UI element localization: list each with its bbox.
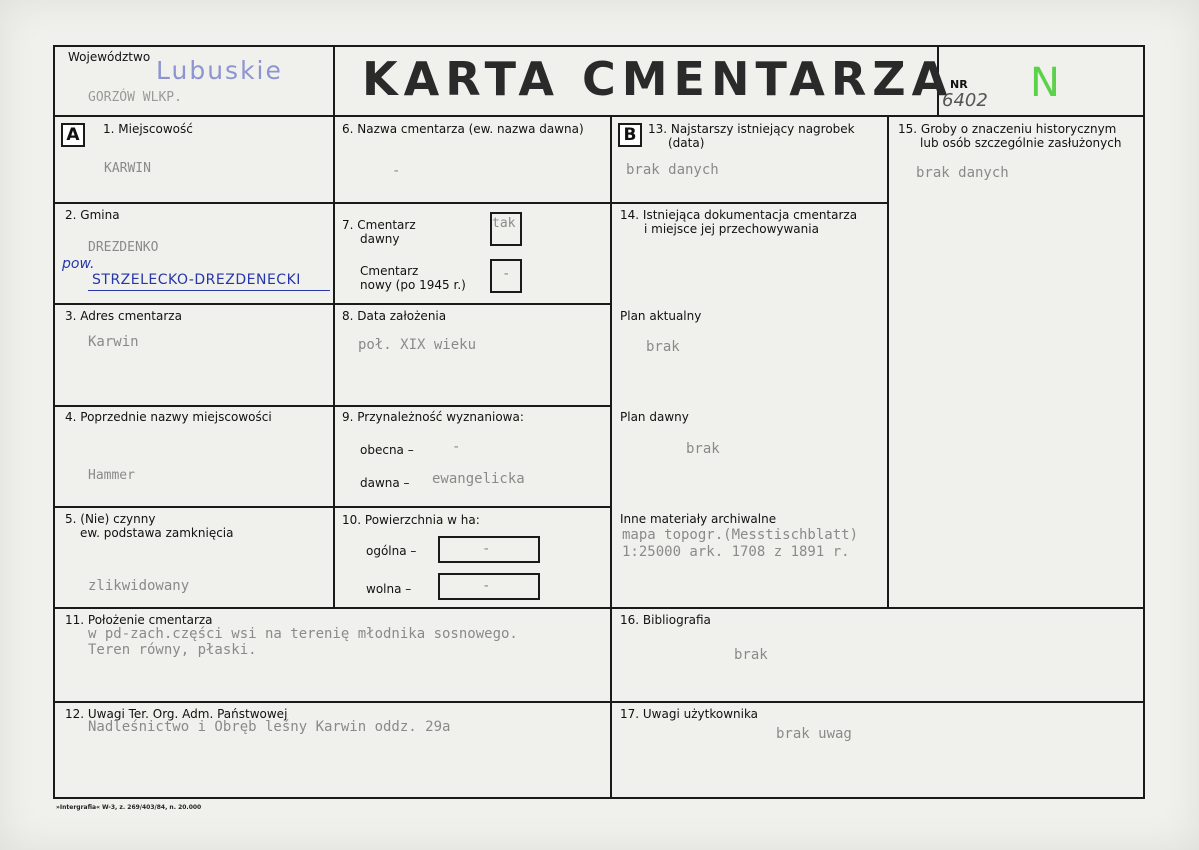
voivodeship-typed: GORZÓW WLKP. xyxy=(88,90,182,105)
field-10-free-value: - xyxy=(482,578,491,594)
field-12-label: 12. Uwagi Ter. Org. Adm. Państwowej xyxy=(65,707,288,721)
field-16-value: brak xyxy=(734,647,768,663)
voivodeship-label: Województwo xyxy=(68,50,151,64)
field-11-line-1: w pd-zach.części wsi na terenię młodnika sosnowego. xyxy=(88,626,518,642)
field-2-county: STRZELECKO-DREZDENECKI xyxy=(92,272,301,288)
field-6-label: 6. Nazwa cmentarza (ew. nazwa dawna) xyxy=(342,122,584,136)
field-10-total-label: ogólna – xyxy=(366,544,417,558)
field-8-label: 8. Data założenia xyxy=(342,309,447,323)
field-4-label: 4. Poprzednie nazwy miejscowości xyxy=(65,410,272,424)
field-13-label-1: 13. Najstarszy istniejący nagrobek xyxy=(648,122,855,136)
section-b-badge: B xyxy=(618,123,642,147)
nr-value: 6402 xyxy=(942,90,988,111)
field-5-label-1: 5. (Nie) czynny xyxy=(65,512,156,526)
row-line-b xyxy=(610,202,888,204)
field-16-label: 16. Bibliografia xyxy=(620,613,711,627)
field-15-value: brak danych xyxy=(916,165,1009,181)
field-5-label-2: ew. podstawa zamknięcia xyxy=(80,526,234,540)
field-12-value: Nadleśnictwo i Obręb leśny Karwin oddz. 29a xyxy=(88,719,451,735)
field-10-free-label: wolna – xyxy=(366,582,412,596)
col-line-a xyxy=(333,115,335,608)
field-8-value: poł. XIX wieku xyxy=(358,337,477,353)
field-1-label: 1. Miejscowość xyxy=(103,122,193,136)
field-7-new-value: - xyxy=(502,266,511,282)
plan-former-value: brak xyxy=(686,441,720,457)
field-14-label-1: 14. Istniejąca dokumentacja cmentarza xyxy=(620,208,858,222)
field-3-value: Karwin xyxy=(88,334,139,350)
field-13-label-2: (data) xyxy=(668,136,705,150)
field-9-former-value: ewangelicka xyxy=(432,471,525,487)
field-17-value: brak uwag xyxy=(776,726,852,742)
field-13-value: brak danych xyxy=(626,162,719,178)
plan-former-label: Plan dawny xyxy=(620,410,689,424)
field-9-current-label: obecna – xyxy=(360,443,414,457)
field-9-label: 9. Przynależność wyznaniowa: xyxy=(342,410,524,424)
col-line-b xyxy=(610,115,612,799)
nr-mark: N xyxy=(1030,60,1060,106)
field-2-label: 2. Gmina xyxy=(65,208,120,222)
row-line-4 xyxy=(53,506,611,508)
field-9-former-label: dawna – xyxy=(360,476,410,490)
field-11-line-2: Teren równy, płaski. xyxy=(88,642,257,658)
field-11-label: 11. Położenie cmentarza xyxy=(65,613,213,627)
other-materials-label: Inne materiały archiwalne xyxy=(620,512,777,526)
page-title: KARTA CMENTARZA xyxy=(362,52,954,106)
field-1-value: KARWIN xyxy=(104,161,151,176)
field-3-label: 3. Adres cmentarza xyxy=(65,309,182,323)
other-materials-line-1: mapa topogr.(Messtischblatt) xyxy=(622,527,859,543)
field-15-label-2: lub osób szczególnie zasłużonych xyxy=(920,136,1122,150)
field-7-new-label-2: nowy (po 1945 r.) xyxy=(360,278,466,292)
field-2-pow-note: pow. xyxy=(62,256,95,272)
nr-label: NR xyxy=(950,78,968,91)
field-7-old-label-1: 7. Cmentarz xyxy=(342,218,416,232)
row-line-1 xyxy=(53,202,611,204)
section-a-badge: A xyxy=(61,123,85,147)
field-6-value: - xyxy=(392,163,401,179)
field-10-total-value: - xyxy=(482,541,491,557)
voivodeship-stamp: Lubuskie xyxy=(156,56,283,85)
header-divider xyxy=(53,115,1145,117)
field-4-value: Hammer xyxy=(88,468,135,483)
field-7-old-value: tak xyxy=(492,216,516,231)
plan-current-value: brak xyxy=(646,339,680,355)
field-15-label-1: 15. Groby o znaczeniu historycznym xyxy=(898,122,1117,136)
row-line-2 xyxy=(53,303,611,305)
field-7-old-label-2: dawny xyxy=(360,232,400,246)
row-line-6 xyxy=(53,701,1145,703)
field-9-current-value: - xyxy=(452,439,461,455)
print-footer: »Intergrafia« W-3, z. 269/403/84, n. 20.000 xyxy=(56,804,202,811)
field-14-label-2: i miejsce jej przechowywania xyxy=(644,222,819,236)
other-materials-line-2: 1:25000 ark. 1708 z 1891 r. xyxy=(622,544,850,560)
field-5-value: zlikwidowany xyxy=(88,578,190,594)
field-10-label: 10. Powierzchnia w ha: xyxy=(342,513,480,527)
county-underline xyxy=(88,290,330,291)
header-vline-1 xyxy=(333,45,335,115)
field-2-value: DREZDENKO xyxy=(88,240,159,255)
field-7-new-label-1: Cmentarz xyxy=(360,264,419,278)
row-line-5 xyxy=(53,607,1145,609)
col-line-c xyxy=(887,115,889,608)
plan-current-label: Plan aktualny xyxy=(620,309,702,323)
field-17-label: 17. Uwagi użytkownika xyxy=(620,707,759,721)
row-line-3 xyxy=(53,405,611,407)
